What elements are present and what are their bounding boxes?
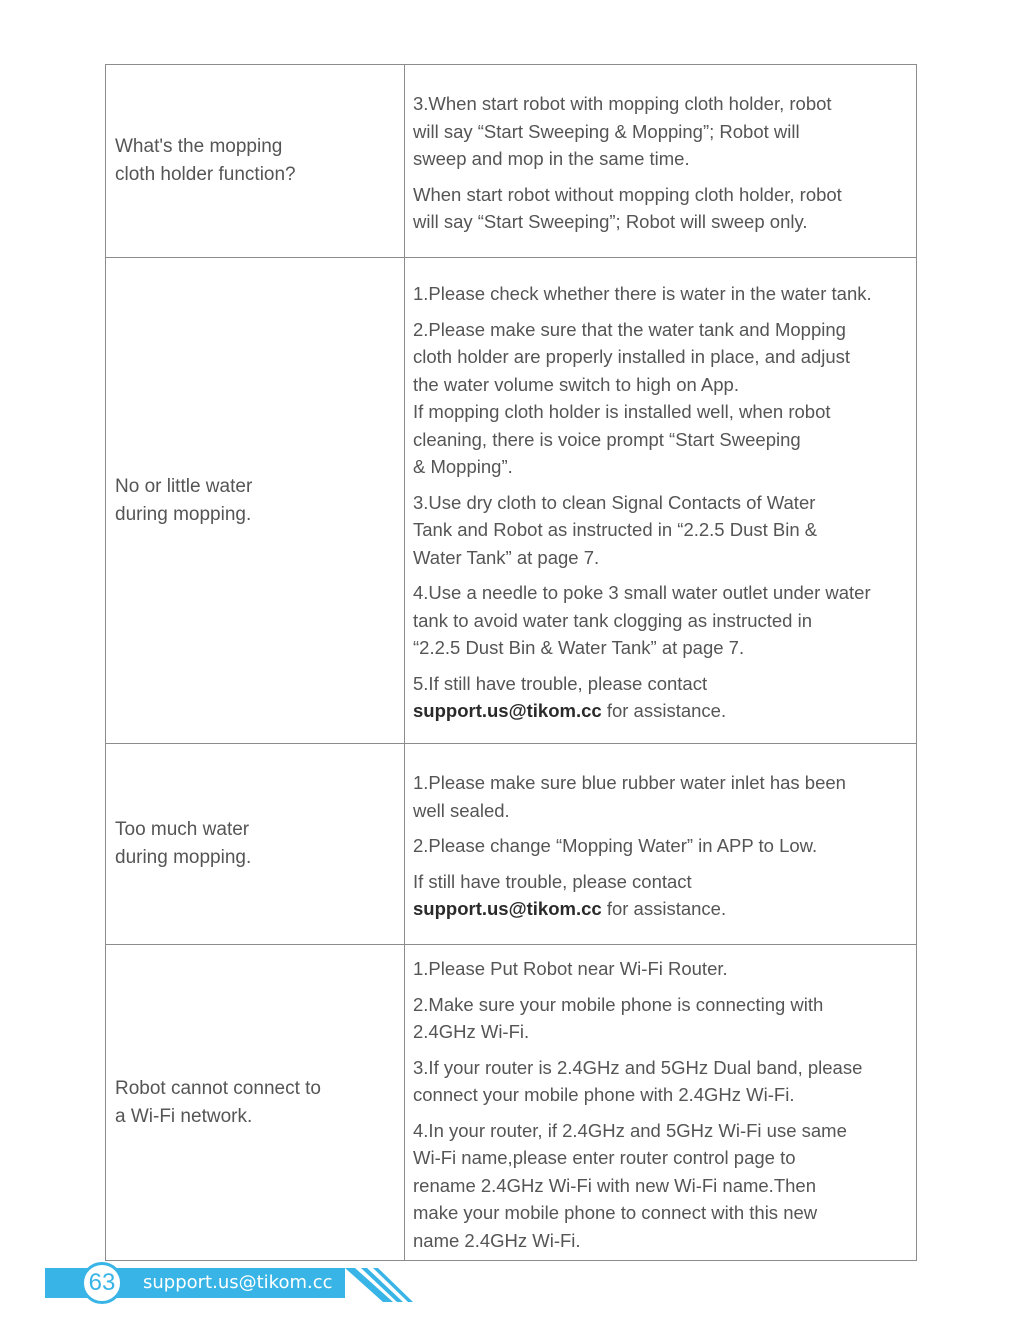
answer-line: 4.Use a needle to poke 3 small water outlet under water tank to avoid water tank clogging as instructed in “2.2.5 Dust Bin & Water Tank” at page 7.	[413, 582, 871, 659]
decorative-stripes-icon	[345, 1264, 445, 1304]
answer-line-contact	[413, 670, 908, 725]
answer-line: When start robot without mopping cloth holder, robot will say “Start Sweeping”; Robot will sweep only.	[413, 183, 842, 233]
support-email-link[interactable]: support.us@tikom.cc	[413, 898, 602, 920]
question-text: What's the mopping cloth holder function?	[115, 136, 296, 185]
contact-suffix: for assistance.	[601, 898, 727, 920]
contact-suffix: for assistance.	[601, 700, 727, 722]
faq-answer	[405, 258, 917, 744]
faq-row	[106, 65, 917, 258]
answer-line: 2.Please change “Mopping Water” in APP to Low.	[413, 835, 818, 857]
answer-line: 3.When start robot with mopping cloth holder, robot will say “Start Sweeping & Mopping”; Robot will sweep and mop in the same time.	[413, 93, 832, 170]
faq-answer	[405, 65, 917, 258]
page-number: 63	[81, 1262, 123, 1304]
footer-email-link[interactable]: support.us@tikom.cc	[143, 1272, 333, 1293]
answer-line: 1.Please make sure blue rubber water inlet has been well sealed.	[413, 772, 846, 821]
faq-question	[106, 65, 405, 258]
faq-question	[106, 744, 405, 945]
faq-table	[105, 64, 917, 1261]
answer-line: 1.Please check whether there is water in the water tank.	[413, 283, 872, 305]
answer-line: 3.If your router is 2.4GHz and 5GHz Dual band, please connect your mobile phone with 2.4GHz Wi-Fi.	[413, 1056, 863, 1105]
faq-question	[106, 258, 405, 744]
faq-question	[106, 945, 405, 1261]
answer-line: 2.Make sure your mobile phone is connecting with 2.4GHz Wi-Fi.	[413, 993, 824, 1042]
contact-prefix: If still have trouble, please contact	[413, 870, 692, 892]
contact-prefix: 5.If still have trouble, please contact	[413, 672, 708, 694]
faq-row	[106, 744, 917, 945]
page-footer	[45, 1262, 405, 1302]
faq-row	[106, 258, 917, 744]
answer-line-contact	[413, 868, 908, 923]
faq-answer	[405, 744, 917, 945]
answer-line: 1.Please Put Robot near Wi-Fi Router.	[413, 958, 728, 979]
question-text: No or little water during mopping.	[115, 475, 253, 525]
support-email-link[interactable]: support.us@tikom.cc	[413, 700, 602, 722]
faq-answer	[405, 945, 917, 1261]
faq-row	[106, 945, 917, 1261]
answer-line: 3.Use dry cloth to clean Signal Contacts of Water Tank and Robot as instructed in “2.2.5 Dust Bin & Water Tank” at page 7.	[413, 491, 818, 568]
answer-line: 2.Please make sure that the water tank and Mopping cloth holder are properly installed in place, and adjust the water volume switch to high on App. If mopping cloth holder is installed well, when robot cleaning, there is voice prompt “Start Sweeping & Mopping”.	[413, 318, 851, 478]
question-text: Too much water during mopping.	[115, 819, 252, 868]
answer-line: 4.In your router, if 2.4GHz and 5GHz Wi-Fi use same Wi-Fi name,please enter router control page to rename 2.4GHz Wi-Fi with new Wi-Fi name.Then make your mobile phone to connect with this new name 2.4GHz Wi-Fi.	[413, 1119, 847, 1251]
question-text: Robot cannot connect to a Wi-Fi network.	[115, 1077, 321, 1127]
